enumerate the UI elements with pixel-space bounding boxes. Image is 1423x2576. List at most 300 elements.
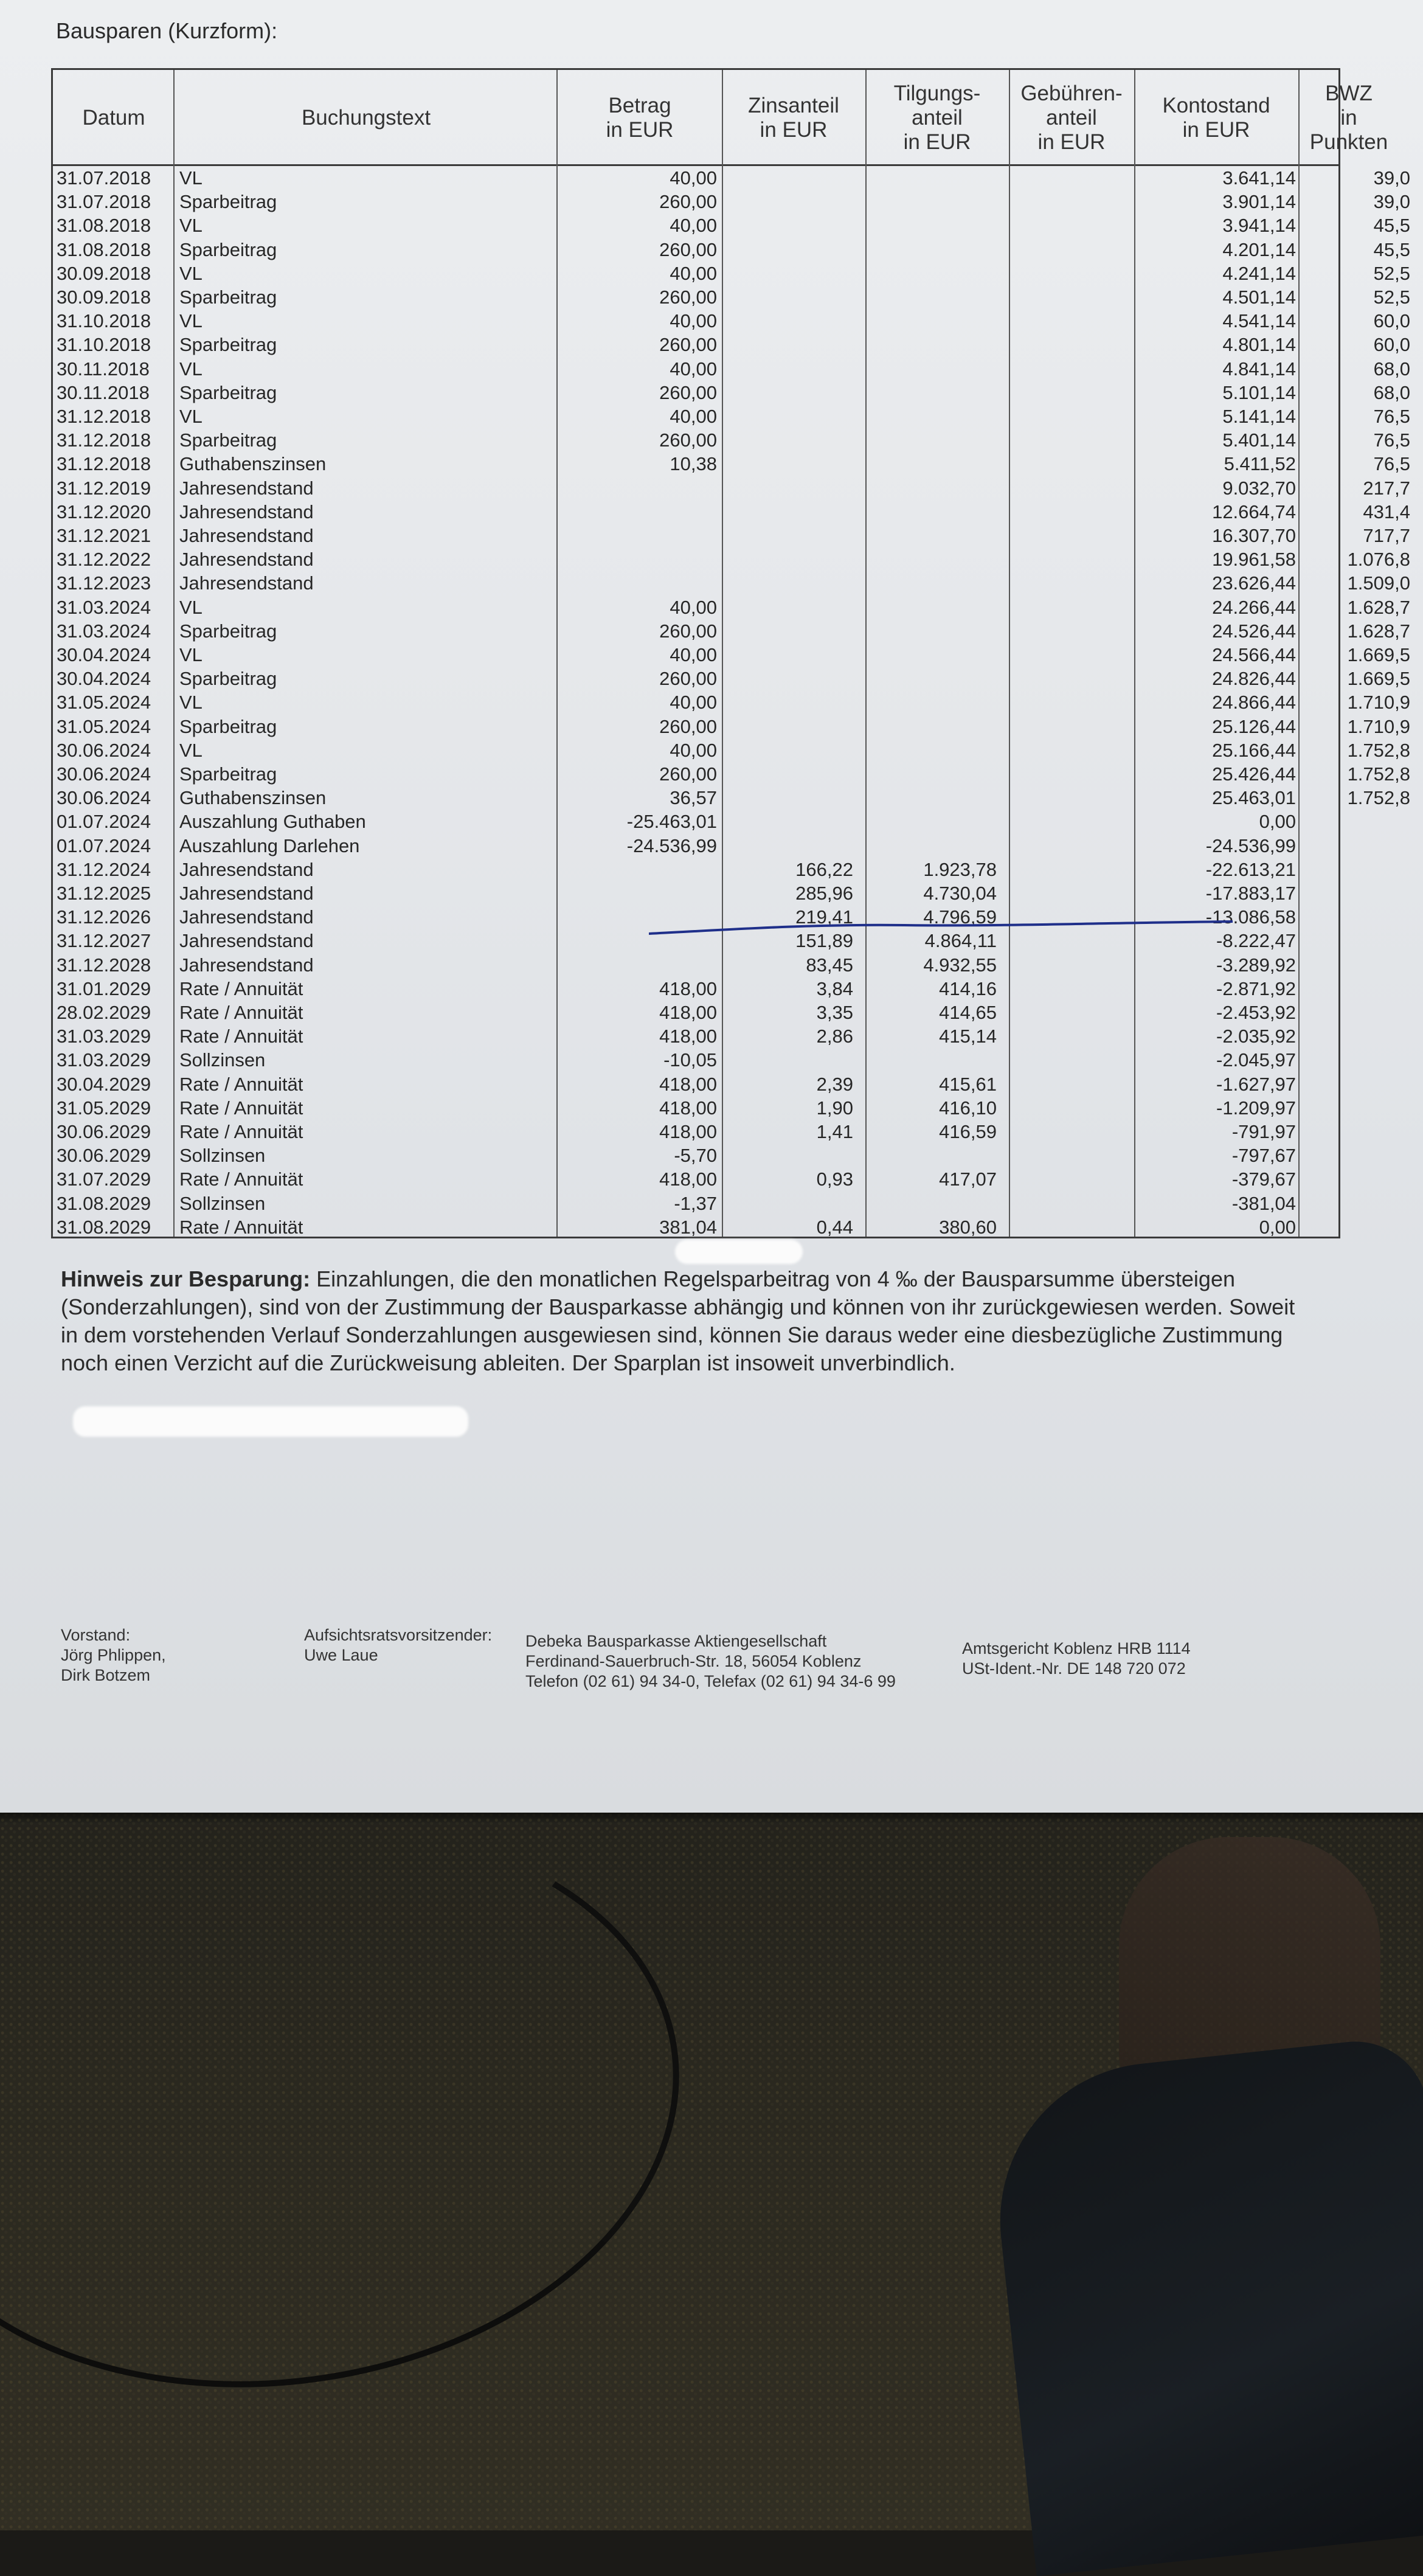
cell-gebuehrenanteil (1008, 762, 1129, 786)
cell-zinsanteil (728, 190, 853, 214)
cell-datum: 31.10.2018 (57, 334, 151, 356)
cell-bwz: 1.076,8 (1347, 549, 1410, 571)
cell-betrag: 40,00 (670, 406, 717, 427)
cell-kontostand: -1.209,97 (1216, 1097, 1296, 1119)
cell-datum: 31.10.2018 (57, 310, 151, 332)
cell-tilgungsanteil (863, 428, 997, 453)
cell-zinsanteil: 3,84 (816, 977, 853, 999)
cell-tilgungsanteil (863, 715, 997, 739)
redaction-mark (73, 1406, 468, 1437)
cell-zinsanteil: 0,44 (816, 1216, 853, 1238)
cell-gebuehrenanteil (1008, 1192, 1129, 1216)
cell-bwz: 76,5 (1373, 429, 1410, 451)
cell-zinsanteil (728, 476, 853, 501)
header-datum: Datum (82, 106, 145, 130)
cell-tilgungsanteil (863, 738, 997, 763)
cell-zinsanteil: 285,96 (795, 883, 853, 904)
cell-gebuehrenanteil (1008, 1144, 1129, 1168)
cell-buchungstext: Auszahlung Darlehen (179, 835, 360, 856)
cell-betrag (558, 858, 717, 882)
cell-datum: 30.04.2024 (57, 668, 151, 690)
table-row (53, 762, 1410, 786)
footer-vorstand: Vorstand: Jörg Phlippen, Dirk Botzem (61, 1626, 166, 1684)
cell-datum: 31.03.2024 (57, 620, 151, 642)
cell-tilgungsanteil: 4.796,59 (923, 906, 997, 928)
cell-gebuehrenanteil (1008, 404, 1129, 429)
cell-tilgungsanteil (863, 762, 997, 786)
cell-bwz (1301, 881, 1410, 906)
cell-kontostand: 5.141,14 (1222, 406, 1296, 427)
cell-zinsanteil (728, 619, 853, 644)
table-row (53, 738, 1410, 763)
table-row (53, 619, 1410, 644)
header-kontostand: Kontostand in EUR (1162, 94, 1270, 142)
cell-betrag (558, 547, 717, 572)
cell-tilgungsanteil: 415,14 (939, 1026, 997, 1047)
cell-buchungstext: Rate / Annuität (179, 1121, 303, 1142)
cell-buchungstext: VL (179, 167, 203, 189)
cell-bwz (1301, 1072, 1410, 1097)
cell-bwz: 45,5 (1373, 238, 1410, 260)
cell-buchungstext: Sparbeitrag (179, 286, 277, 308)
cell-kontostand: -797,67 (1231, 1145, 1296, 1167)
cell-zinsanteil (728, 404, 853, 429)
table-row (53, 881, 1338, 906)
table-row (53, 166, 1410, 190)
cell-bwz (1301, 1167, 1410, 1192)
cell-betrag: 260,00 (659, 238, 717, 260)
cell-zinsanteil (728, 381, 853, 405)
cell-gebuehrenanteil (1008, 452, 1129, 476)
cell-betrag: 418,00 (659, 1073, 717, 1095)
cell-tilgungsanteil: 416,59 (939, 1121, 997, 1142)
cell-tilgungsanteil (863, 262, 997, 286)
cell-kontostand: -22.613,21 (1205, 858, 1296, 880)
cell-tilgungsanteil (863, 333, 997, 357)
cell-betrag: 40,00 (670, 262, 717, 284)
cell-buchungstext: Jahresendstand (179, 930, 314, 952)
cell-gebuehrenanteil (1008, 262, 1129, 286)
cell-buchungstext: Rate / Annuität (179, 1002, 303, 1023)
cell-buchungstext: Sollzinsen (179, 1049, 266, 1071)
cell-zinsanteil: 1,90 (816, 1097, 853, 1119)
cell-gebuehrenanteil (1008, 643, 1129, 667)
table-row (53, 309, 1410, 333)
cell-tilgungsanteil (863, 1144, 997, 1168)
cell-datum: 31.03.2029 (57, 1049, 151, 1071)
pen-underline (649, 919, 1233, 943)
cell-zinsanteil (728, 357, 853, 381)
cell-betrag (558, 476, 717, 501)
cell-kontostand: 5.411,52 (1224, 453, 1296, 475)
table-row (53, 1001, 1338, 1025)
table-row (53, 1144, 1338, 1168)
cell-betrag: 36,57 (670, 787, 717, 809)
cell-datum: 30.06.2024 (57, 787, 151, 809)
table-row (53, 667, 1410, 691)
cell-zinsanteil: 0,93 (816, 1168, 853, 1190)
cell-tilgungsanteil (863, 381, 997, 405)
trouser-leg (985, 2035, 1423, 2576)
cell-zinsanteil (728, 166, 853, 190)
cell-betrag: 40,00 (670, 358, 717, 380)
cell-zinsanteil: 83,45 (806, 954, 853, 976)
cell-kontostand: -2.045,97 (1216, 1049, 1296, 1071)
cell-gebuehrenanteil (1008, 715, 1129, 739)
cell-zinsanteil (728, 571, 853, 595)
cell-tilgungsanteil (863, 667, 997, 691)
cell-betrag (558, 881, 717, 906)
cell-zinsanteil (728, 333, 853, 357)
cell-bwz (1301, 1215, 1410, 1240)
cell-buchungstext: Guthabenszinsen (179, 453, 327, 475)
footer-company: Debeka Bausparkasse Aktiengesellschaft Ferdinand-Sauerbruch-Str. 18, 56054 Koblenz Telefon (02 61) 94 34-0, Telefax (02 61) 94 34-6 99 (525, 1632, 896, 1690)
footer-aufsichtsrat: Aufsichtsratsvorsitzender: Uwe Laue (304, 1626, 493, 1664)
cell-zinsanteil (728, 667, 853, 691)
cell-datum: 31.12.2021 (57, 525, 151, 546)
cell-betrag (558, 500, 717, 524)
cell-kontostand: 4.841,14 (1222, 358, 1296, 380)
cell-bwz (1301, 905, 1410, 929)
footer-register: Amtsgericht Koblenz HRB 1114 USt-Ident.-Nr. DE 148 720 072 (962, 1639, 1191, 1678)
cell-betrag: 40,00 (670, 215, 717, 237)
cell-buchungstext: Sparbeitrag (179, 668, 277, 690)
cell-bwz (1301, 1048, 1410, 1072)
cell-tilgungsanteil (863, 1048, 997, 1072)
cell-datum: 30.04.2024 (57, 644, 151, 665)
cell-buchungstext: Jahresendstand (179, 549, 314, 571)
cell-tilgungsanteil (863, 619, 997, 644)
cell-kontostand: 25.426,44 (1212, 763, 1296, 785)
cell-datum: 30.06.2029 (57, 1121, 151, 1142)
table-row (53, 1192, 1338, 1216)
cell-betrag: 381,04 (659, 1216, 717, 1238)
cell-zinsanteil: 1,41 (816, 1121, 853, 1142)
cell-betrag: 260,00 (659, 381, 717, 403)
cell-gebuehrenanteil (1008, 190, 1129, 214)
cell-buchungstext: Sparbeitrag (179, 620, 277, 642)
table-row (53, 547, 1410, 572)
header-bwz: BWZ in Punkten (1309, 82, 1388, 154)
cell-kontostand: 16.307,70 (1212, 525, 1296, 546)
cell-buchungstext: Jahresendstand (179, 572, 314, 594)
cell-betrag (558, 571, 717, 595)
cell-gebuehrenanteil (1008, 977, 1129, 1001)
cell-betrag (558, 953, 717, 977)
table-row (53, 262, 1410, 286)
cell-kontostand: -13.086,58 (1205, 906, 1296, 928)
table-row (53, 214, 1410, 238)
cell-datum: 31.12.2020 (57, 501, 151, 522)
cell-kontostand: 4.501,14 (1222, 286, 1296, 308)
cell-kontostand: -17.883,17 (1205, 883, 1296, 904)
cell-kontostand: -24.536,99 (1205, 835, 1296, 856)
cell-zinsanteil (728, 524, 853, 548)
cell-betrag: 418,00 (659, 1002, 717, 1023)
cell-buchungstext: Sparbeitrag (179, 381, 277, 403)
header-betrag: Betrag in EUR (606, 94, 674, 142)
cell-datum: 31.12.2018 (57, 453, 151, 475)
cell-bwz: 217,7 (1363, 477, 1410, 499)
cell-tilgungsanteil: 415,61 (939, 1073, 997, 1095)
table-row (53, 595, 1410, 620)
cell-zinsanteil (728, 547, 853, 572)
cell-zinsanteil: 166,22 (795, 858, 853, 880)
cell-datum: 30.09.2018 (57, 286, 151, 308)
cell-bwz: 1.710,9 (1347, 715, 1410, 737)
cell-gebuehrenanteil (1008, 858, 1129, 882)
table-row (53, 476, 1410, 501)
cell-tilgungsanteil (863, 214, 997, 238)
cell-datum: 31.07.2018 (57, 167, 151, 189)
table-row (53, 190, 1410, 214)
cell-betrag: 40,00 (670, 644, 717, 665)
cell-bwz: 76,5 (1373, 453, 1410, 475)
cell-kontostand: 3.941,14 (1222, 215, 1296, 237)
cell-kontostand: -2.035,92 (1216, 1026, 1296, 1047)
cell-datum: 31.08.2029 (57, 1216, 151, 1238)
cell-buchungstext: Jahresendstand (179, 906, 314, 928)
cell-bwz: 39,0 (1373, 167, 1410, 189)
cell-betrag: 260,00 (659, 286, 717, 308)
cell-kontostand: 12.664,74 (1212, 501, 1296, 522)
cell-bwz: 68,0 (1373, 358, 1410, 380)
cell-bwz: 52,5 (1373, 262, 1410, 284)
cell-datum: 31.08.2018 (57, 215, 151, 237)
cell-kontostand: 0,00 (1259, 1216, 1296, 1238)
cell-gebuehrenanteil (1008, 738, 1129, 763)
cell-tilgungsanteil (863, 1192, 997, 1216)
cell-buchungstext: VL (179, 406, 203, 427)
cell-gebuehrenanteil (1008, 381, 1129, 405)
cell-kontostand: -2.871,92 (1216, 977, 1296, 999)
cell-buchungstext: Sparbeitrag (179, 191, 277, 213)
cell-zinsanteil (728, 643, 853, 667)
cell-tilgungsanteil: 4.864,11 (924, 930, 997, 952)
cell-bwz: 431,4 (1363, 501, 1410, 522)
cell-bwz (1301, 1192, 1410, 1216)
cell-gebuehrenanteil (1008, 1048, 1129, 1072)
cell-kontostand: 4.541,14 (1222, 310, 1296, 332)
cell-zinsanteil: 151,89 (795, 930, 853, 952)
cell-bwz (1301, 929, 1410, 953)
cell-buchungstext: Jahresendstand (179, 477, 314, 499)
cell-tilgungsanteil (863, 452, 997, 476)
cell-tilgungsanteil (863, 238, 997, 262)
cell-tilgungsanteil: 1.923,78 (923, 858, 997, 880)
cell-bwz (1301, 1096, 1410, 1120)
cell-datum: 31.05.2024 (57, 692, 151, 713)
cell-buchungstext: VL (179, 596, 203, 618)
cell-buchungstext: Guthabenszinsen (179, 787, 327, 809)
cell-datum: 31.03.2024 (57, 596, 151, 618)
cell-tilgungsanteil: 4.730,04 (923, 883, 997, 904)
cell-betrag: 40,00 (670, 739, 717, 761)
cell-gebuehrenanteil (1008, 834, 1129, 858)
cell-kontostand: 25.126,44 (1212, 715, 1296, 737)
cell-kontostand: 24.526,44 (1212, 620, 1296, 642)
cell-kontostand: -379,67 (1231, 1168, 1296, 1190)
table-header (53, 70, 1388, 166)
cell-datum: 30.11.2018 (57, 381, 150, 403)
cell-kontostand: -1.627,97 (1216, 1073, 1296, 1095)
cell-gebuehrenanteil (1008, 547, 1129, 572)
cell-tilgungsanteil (863, 571, 997, 595)
table-row (53, 571, 1410, 595)
cell-zinsanteil (728, 285, 853, 310)
cell-bwz: 60,0 (1373, 334, 1410, 356)
cell-tilgungsanteil (863, 690, 997, 715)
cell-bwz (1301, 1024, 1410, 1049)
cell-zinsanteil (728, 786, 853, 810)
cell-gebuehrenanteil (1008, 667, 1129, 691)
table-row (53, 1048, 1338, 1072)
savings-table (51, 68, 1410, 1238)
cell-tilgungsanteil (863, 524, 997, 548)
header-gebuehrenanteil: Gebühren- anteil in EUR (1020, 82, 1123, 154)
cell-zinsanteil (728, 762, 853, 786)
cell-gebuehrenanteil (1008, 1096, 1129, 1120)
cell-tilgungsanteil (863, 810, 997, 834)
cell-tilgungsanteil: 4.932,55 (923, 954, 997, 976)
cell-kontostand: 24.566,44 (1212, 644, 1296, 665)
header-tilgungsanteil: Tilgungs- anteil in EUR (893, 82, 981, 154)
cell-zinsanteil (728, 309, 853, 333)
cell-gebuehrenanteil (1008, 595, 1129, 620)
cell-betrag: 40,00 (670, 596, 717, 618)
cell-betrag: -5,70 (674, 1145, 717, 1167)
cell-datum: 31.12.2018 (57, 406, 151, 427)
cell-kontostand: 24.266,44 (1212, 596, 1296, 618)
cell-gebuehrenanteil (1008, 524, 1129, 548)
cell-tilgungsanteil (863, 476, 997, 501)
cell-betrag (558, 524, 717, 548)
cell-datum: 31.03.2029 (57, 1026, 151, 1047)
cell-buchungstext: Sparbeitrag (179, 429, 277, 451)
hint-text: Einzahlungen, die den monatlichen Regelsparbeitrag von 4 ‰ der Bausparsumme übersteigen (Sonderzahlungen), sind von der Zustimmung der Bausparkasse abhängig und können von ihr zurückgewiesen werden. Soweit in dem vorstehenden Verlauf Sonderzahlungen ausgewiesen sind, können Sie daraus weder eine diesbezügliche Zustimmung noch einen Verzicht auf die Zurückweisung ableiten. Der Sparplan ist insoweit unverbindlich. (61, 1266, 1295, 1375)
cell-bwz (1301, 1144, 1410, 1168)
cell-betrag: 418,00 (659, 1097, 717, 1119)
cell-buchungstext: Rate / Annuität (179, 1168, 303, 1190)
cell-betrag: -10,05 (663, 1049, 717, 1071)
cell-gebuehrenanteil (1008, 881, 1129, 906)
hint-label: Hinweis zur Besparung: (61, 1266, 311, 1291)
cell-bwz: 1.752,8 (1347, 763, 1410, 785)
cell-zinsanteil (728, 238, 853, 262)
cell-gebuehrenanteil (1008, 238, 1129, 262)
cell-zinsanteil (728, 1192, 853, 1216)
cell-betrag: -24.536,99 (626, 835, 717, 856)
cell-kontostand: -381,04 (1231, 1192, 1296, 1214)
table-row (53, 1096, 1338, 1120)
cell-datum: 31.12.2025 (57, 883, 151, 904)
cell-betrag: -25.463,01 (626, 811, 717, 833)
cell-buchungstext: Jahresendstand (179, 501, 314, 522)
cell-zinsanteil: 2,39 (816, 1073, 853, 1095)
cell-gebuehrenanteil (1008, 1120, 1129, 1144)
cell-kontostand: 4.241,14 (1222, 262, 1296, 284)
cell-bwz (1301, 1120, 1410, 1144)
cell-datum: 28.02.2029 (57, 1002, 151, 1023)
cell-bwz (1301, 977, 1410, 1001)
cell-kontostand: 25.166,44 (1212, 739, 1296, 761)
cell-bwz: 1.710,9 (1347, 692, 1410, 713)
cell-kontostand: 5.101,14 (1222, 381, 1296, 403)
cell-betrag: 418,00 (659, 1168, 717, 1190)
cell-buchungstext: VL (179, 739, 203, 761)
cell-gebuehrenanteil (1008, 786, 1129, 810)
cell-datum: 31.07.2029 (57, 1168, 151, 1190)
cell-tilgungsanteil (863, 404, 997, 429)
table-row (53, 786, 1410, 810)
cell-gebuehrenanteil (1008, 1072, 1129, 1097)
cell-datum: 31.12.2022 (57, 549, 151, 571)
table-row (53, 238, 1410, 262)
cell-buchungstext: Rate / Annuität (179, 977, 303, 999)
table-row (53, 357, 1410, 381)
cell-bwz: 1.669,5 (1347, 668, 1410, 690)
cell-tilgungsanteil (863, 309, 997, 333)
cell-buchungstext: VL (179, 692, 203, 713)
cell-betrag: 260,00 (659, 429, 717, 451)
cell-betrag: 260,00 (659, 620, 717, 642)
table-row (53, 1072, 1338, 1097)
cell-kontostand: -2.453,92 (1216, 1002, 1296, 1023)
cell-betrag: 40,00 (670, 692, 717, 713)
table-row (53, 977, 1338, 1001)
table-row (53, 834, 1338, 858)
cell-betrag: 10,38 (670, 453, 717, 475)
cell-datum: 31.07.2018 (57, 191, 151, 213)
cell-bwz (1301, 834, 1410, 858)
table-row (53, 810, 1338, 834)
cell-betrag: 418,00 (659, 1121, 717, 1142)
cell-buchungstext: Rate / Annuität (179, 1073, 303, 1095)
cell-gebuehrenanteil (1008, 428, 1129, 453)
cell-buchungstext: Jahresendstand (179, 883, 314, 904)
cell-zinsanteil: 2,86 (816, 1026, 853, 1047)
cell-datum: 31.08.2018 (57, 238, 151, 260)
table-row (53, 858, 1338, 882)
cell-gebuehrenanteil (1008, 1215, 1129, 1240)
cell-betrag: 260,00 (659, 763, 717, 785)
cell-buchungstext: Jahresendstand (179, 954, 314, 976)
cell-zinsanteil (728, 428, 853, 453)
cell-buchungstext: VL (179, 310, 203, 332)
cell-buchungstext: Sollzinsen (179, 1192, 266, 1214)
table-row (53, 452, 1410, 476)
cell-tilgungsanteil (863, 190, 997, 214)
cell-zinsanteil (728, 262, 853, 286)
cell-zinsanteil (728, 595, 853, 620)
cell-kontostand: 5.401,14 (1222, 429, 1296, 451)
cell-tilgungsanteil: 416,10 (939, 1097, 997, 1119)
cell-tilgungsanteil: 417,07 (939, 1168, 997, 1190)
cell-kontostand: -3.289,92 (1216, 954, 1296, 976)
cell-zinsanteil (728, 214, 853, 238)
cell-bwz (1301, 810, 1410, 834)
cell-bwz: 1.628,7 (1347, 596, 1410, 618)
cell-gebuehrenanteil (1008, 953, 1129, 977)
cell-datum: 31.12.2024 (57, 858, 151, 880)
cell-bwz: 60,0 (1373, 310, 1410, 332)
cell-tilgungsanteil (863, 595, 997, 620)
cell-zinsanteil (728, 1144, 853, 1168)
cell-betrag: 418,00 (659, 1026, 717, 1047)
table-row (53, 690, 1410, 715)
cell-zinsanteil: 3,35 (816, 1002, 853, 1023)
cell-datum: 31.05.2029 (57, 1097, 151, 1119)
